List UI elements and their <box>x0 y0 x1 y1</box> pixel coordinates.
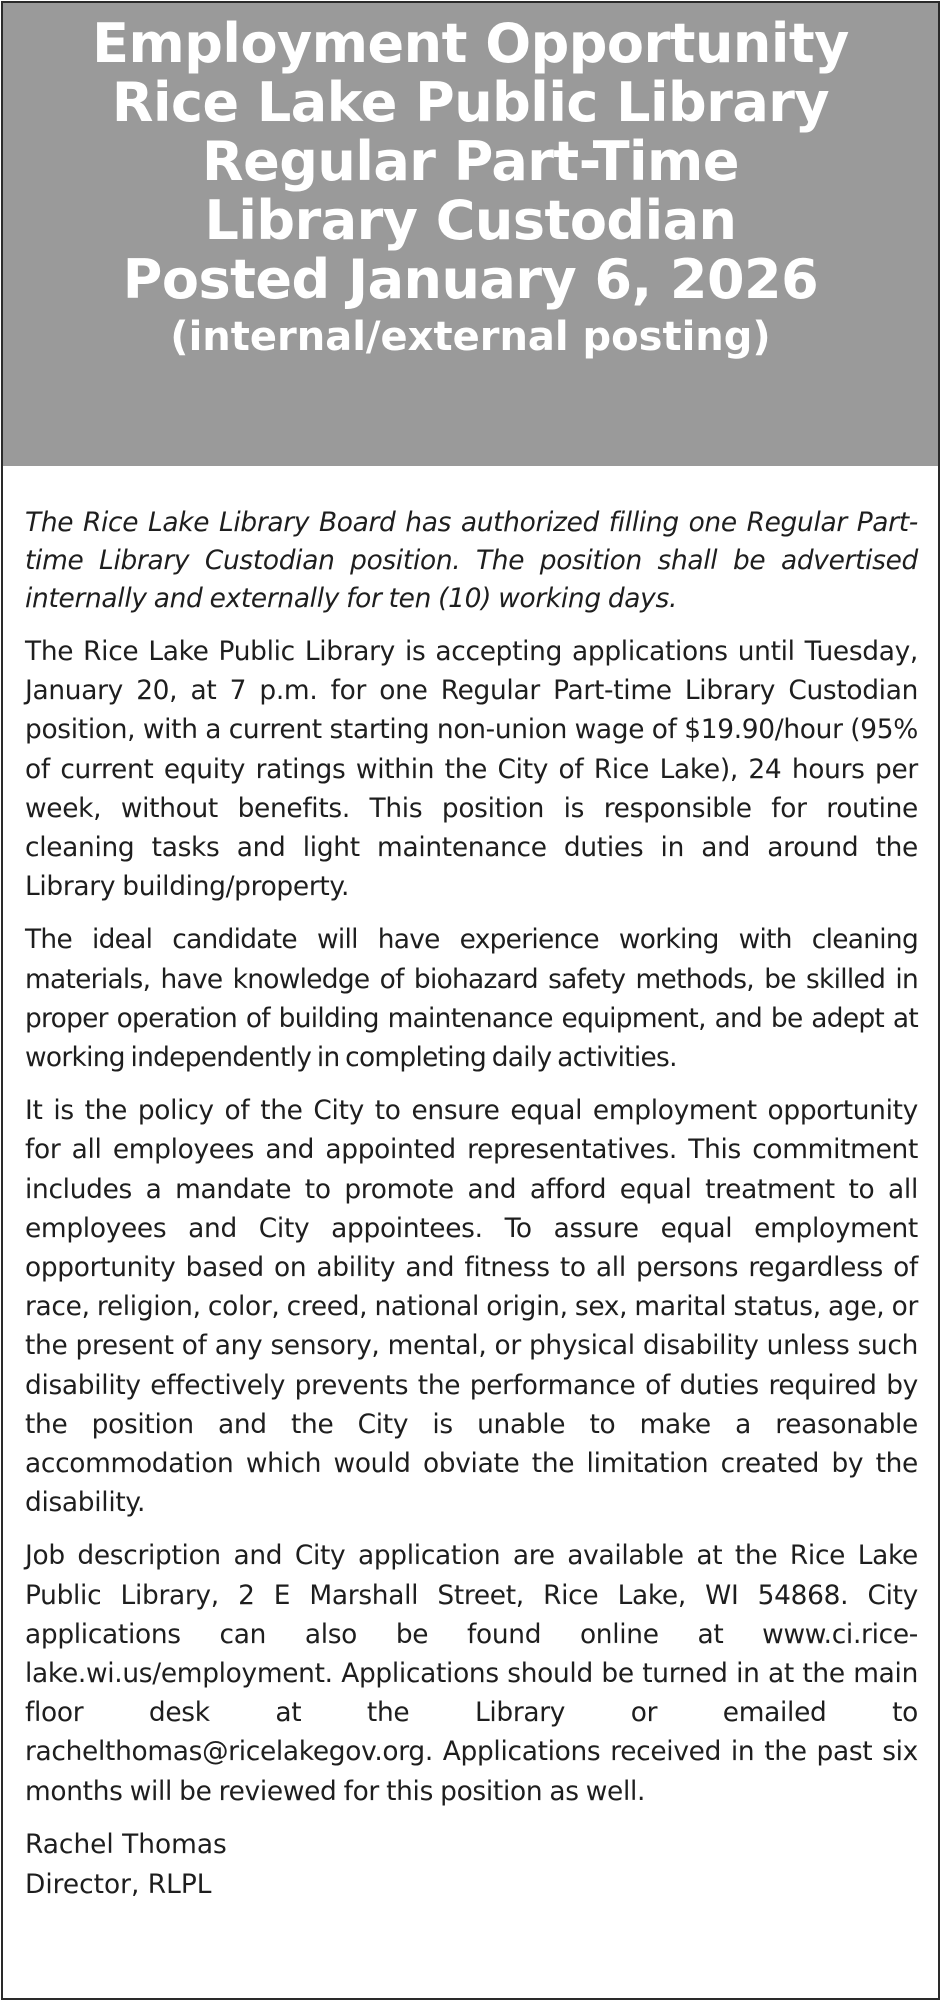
title-line-position-type: Regular Part-Time <box>202 130 739 193</box>
posted-date: Posted January 6, 2026 <box>122 248 819 311</box>
equal-opportunity-paragraph: It is the policy of the City to ensure equal employment opportunity for all employees and appointed representatives. This commitment includes a mandate to promote and afford equal treatment to all employees and City appointees. To assure equal employment opportunity based on ability and fitness to all persons regardless of race, religion, color, creed, national origin, sex, marital status, age, or the present of any sensory, mental, or physical disability unless such disability effectively prevents the performance of duties required by the position and the City is unable to make a reasonable accommodation which would obviate the limitation created by the disability. <box>25 1095 918 1519</box>
intro-paragraph: The Rice Lake Library Board has authorized filling one Regular Part-time Library Custodian position. The position shall be advertised internally and externally for ten (10) working days. <box>25 507 918 614</box>
title-line-employment: Employment Opportunity <box>92 12 849 75</box>
posting-type: (internal/external posting) <box>170 314 771 360</box>
ideal-candidate-paragraph: The ideal candidate will have experience working with cleaning materials, have knowledge of biohazard safety methods, be skilled in proper operation of building maintenance equipment, and be adept at working independently in completing daily activities. <box>25 924 918 1074</box>
title-line-library: Rice Lake Public Library <box>111 71 830 134</box>
signature-name: Rachel Thomas <box>25 1828 227 1860</box>
application-details-paragraph: The Rice Lake Public Library is accepting applications until Tuesday, January 20, at 7 p.m. for one Regular Part-time Library Custodian position, with a current starting non-union wage of $19.90/hour (95% of current equity ratings within the City of Rice Lake), 24 hours per week, without benefits. This position is responsible for routine cleaning tasks and light maintenance duties in and around the Library building/property. <box>25 636 918 903</box>
title-line-position: Library Custodian <box>204 189 737 252</box>
signature-block <box>25 1825 918 1905</box>
how-to-apply-paragraph: Job description and City application are available at the Rice Lake Public Library, 2 E Marshall Street, Rice Lake, WI 54868. City applications can also be found online at www.ci.rice-lake.wi.us/employment. Applications should be turned in at the main floor desk at the Library or emailed to rachelthomas@ricelakegov.org. Applications received in the past six months will be reviewed for this position as well. <box>25 1540 918 1807</box>
ad-body <box>3 466 938 1905</box>
job-posting-ad <box>1 1 940 2000</box>
signature-title: Director, RLPL <box>25 1868 212 1900</box>
ad-header <box>3 3 938 466</box>
